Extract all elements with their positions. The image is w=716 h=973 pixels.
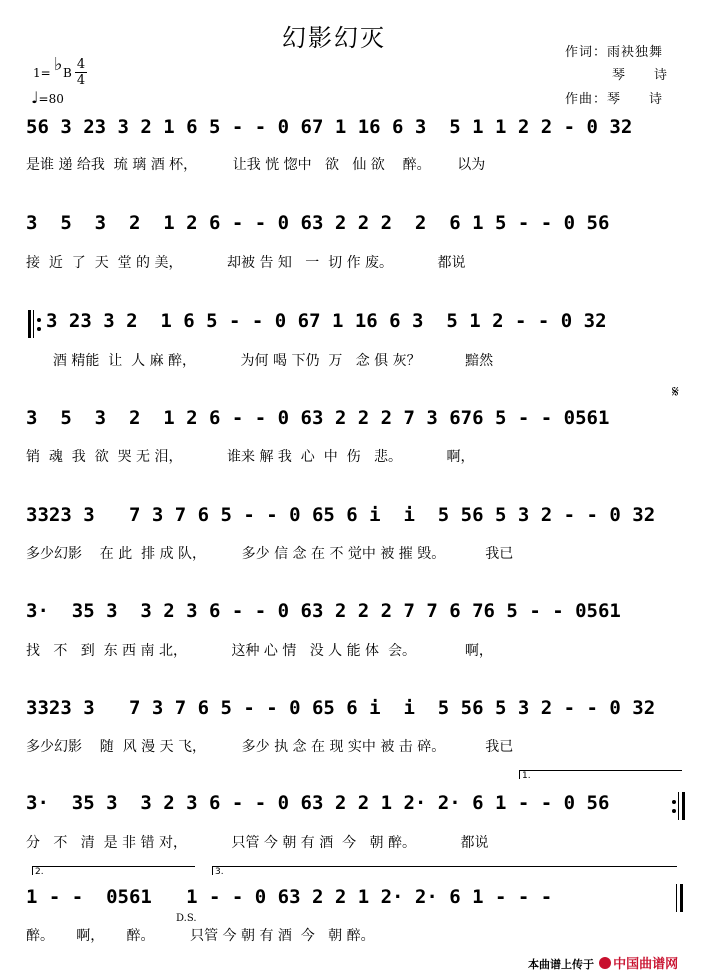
score-row-9-lyrics: 醉。 啊， 醉。 只管 今 朝 有 酒 今 朝 醉。 <box>26 928 375 944</box>
score-row-5-music: 3323 3 7 3 7 6 5 - - 0 65 6 i i 5 56 5 3 2 - - 0 32 <box>26 504 656 526</box>
score-row-3-lyrics: 酒 精能 让 人 麻 醉， 为何 喝 下仍 万 念 俱 灰？ 黯然 <box>44 353 494 369</box>
volta-3-bracket <box>212 866 677 875</box>
volta-2-label: 2. <box>35 867 44 877</box>
lyricist-credit: 作词：雨袂独舞 <box>565 45 664 60</box>
final-barline-thin <box>676 884 677 912</box>
final-barline-thick <box>680 884 683 912</box>
score-row-6-music: 3· 35 3 3 2 3 6 - - 0 63 2 2 2 7 7 6 76 5 - - 0561 <box>26 600 621 622</box>
time-sig-top: 4 <box>76 57 86 72</box>
score-row-8-music: 3· 35 3 3 2 3 6 - - 0 63 2 2 1 2· 2· 6 1 - - 0 56 <box>26 792 610 814</box>
score-row-5-lyrics: 多少幻影 在 此 排 成 队， 多少 信 念 在 不 觉中 被 摧 毁。 我已 <box>26 546 514 562</box>
flat-icon: ♭ <box>54 54 63 75</box>
time-sig-bottom: 4 <box>76 73 86 88</box>
song-title: 幻影幻灭 <box>282 24 386 52</box>
score-row-4-music: 3 5 3 2 1 2 6 - - 0 63 2 2 2 7 3 676 5 - - 0561 <box>26 407 610 429</box>
site-name: 中国曲谱网 <box>613 957 679 972</box>
score-row-4-lyrics: 销 魂 我 欲 哭 无 泪， 谁来 解 我 心 中 伤 悲。 啊， <box>26 449 475 465</box>
site-logo-icon <box>599 957 611 969</box>
volta-1-bracket <box>519 770 682 779</box>
dal-segno-mark: D.S. <box>176 913 197 924</box>
score-row-1-music: 56 3 23 3 2 1 6 5 - - 0 67 1 16 6 3 5 1 1 2 2 - 0 32 <box>26 116 633 138</box>
co-lyricist-credit: 琴 诗 <box>612 68 669 83</box>
score-row-9-music: 1 - - 0561 1 - - 0 63 2 2 1 2· 2· 6 1 - - - <box>26 886 553 908</box>
score-row-3-music: 3 23 3 2 1 6 5 - - 0 67 1 16 6 3 5 1 2 - - 0 32 <box>46 310 607 332</box>
score-row-7-music: 3323 3 7 3 7 6 5 - - 0 65 6 i i 5 56 5 3 2 - - 0 32 <box>26 697 656 719</box>
key-note: B <box>63 66 72 80</box>
composer-credit: 作曲：琴 诗 <box>565 92 664 107</box>
score-row-2-music: 3 5 3 2 1 2 6 - - 0 63 2 2 2 2 6 1 5 - - 0 56 <box>26 212 610 234</box>
upload-text: 本曲谱上传于 <box>528 958 594 971</box>
segno-icon: 𝄋 <box>672 382 679 401</box>
time-signature <box>75 58 87 87</box>
footer-watermark <box>528 953 678 972</box>
volta-2-bracket <box>32 866 195 875</box>
quarter-note-icon: ♩ <box>31 88 39 107</box>
score-row-8-lyrics: 分 不 清 是 非 错 对， 只管 今 朝 有 酒 今 朝 醉。 都说 <box>26 835 489 851</box>
score-row-1-lyrics: 是谁 递 给我 琉 璃 酒 杯， 让我 恍 惚中 欲 仙 欲 醉。 以为 <box>26 157 486 173</box>
tempo-value: =80 <box>38 92 64 106</box>
score-row-7-lyrics: 多少幻影 随 风 漫 天 飞， 多少 执 念 在 现 实中 被 击 碎。 我已 <box>26 739 514 755</box>
volta-1-label: 1. <box>522 771 531 781</box>
tempo-marking <box>31 88 64 107</box>
score-row-2-lyrics: 接 近 了 天 堂 的 美， 却被 告 知 一 切 作 废。 都说 <box>26 255 466 271</box>
volta-3-label: 3. <box>215 867 224 877</box>
score-row-6-lyrics: 找 不 到 东 西 南 北， 这种 心 情 没 人 能 体 会。 啊， <box>26 643 493 659</box>
key-label: 1= <box>33 66 51 80</box>
